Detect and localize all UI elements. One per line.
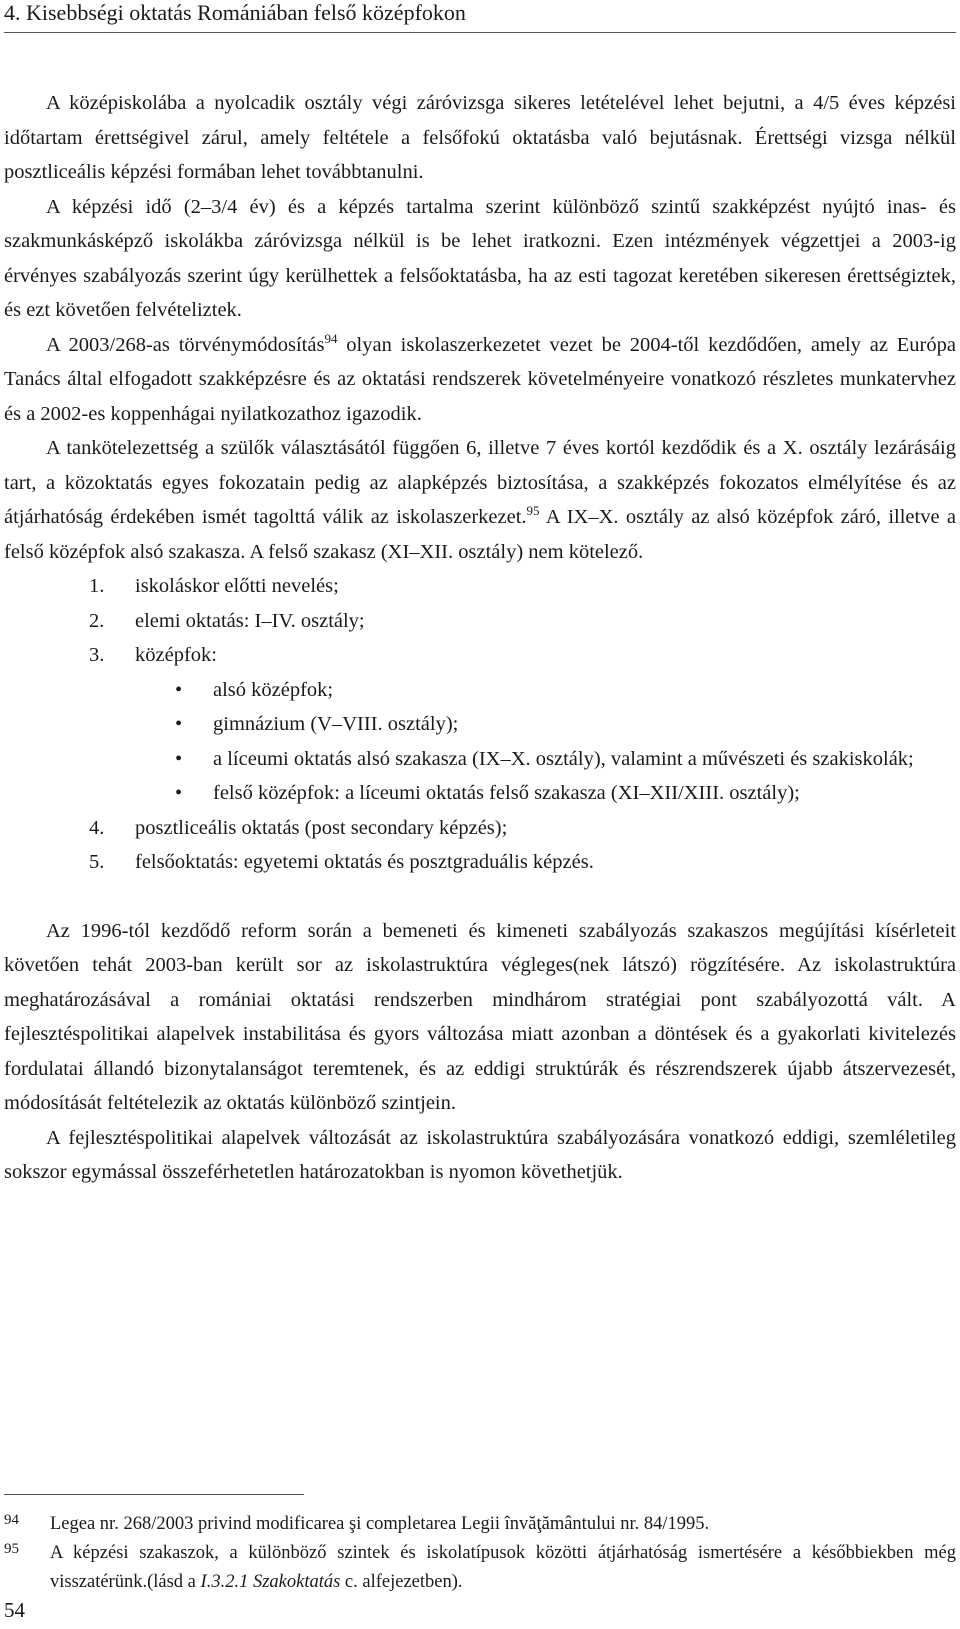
list-item: [89, 569, 956, 604]
secondary-sublist: [135, 673, 956, 811]
list-item-label: középfok:: [135, 644, 217, 666]
list-item: [89, 845, 956, 880]
list-number: 2.: [89, 609, 105, 632]
bullet-icon: •: [175, 747, 183, 770]
paragraph-2: A képzési idő (2–3/4 év) és a képzés tartalma szerint különböző szintű szakképzést nyújtó inas- és szakmunkásképző iskolákba záróvizsga nélkül is be lehet iratkozni. Ezen intézmények végzettjei a 2003-ig érvényes szabályozás szerint úgy kerülhettek a felsőoktatásba, ha az esti tagozat keretében sikeresen érettségiztek, és ezt követően felvételiztek.: [4, 195, 956, 321]
sublist-item: [175, 776, 956, 811]
page-number: 54: [4, 1598, 25, 1622]
paragraph-3-text-a: A 2003/268-as törvénymódosítás: [46, 333, 325, 356]
footnote-text-end: c. alfejezetben).: [340, 1572, 463, 1592]
list-number: 5.: [89, 851, 105, 873]
footnote-95: [4, 1539, 956, 1597]
footnotes: [4, 1510, 956, 1597]
sublist-item: [175, 707, 956, 742]
footnote-text: A képzési szakaszok, a különböző szintek és iskolatípusok közötti átjárhatóság ismertésére a későbbiekben még visszatérünk.(lásd a: [50, 1543, 956, 1592]
list-item: [89, 638, 956, 811]
bullet-icon: •: [175, 678, 183, 701]
list-number: 1.: [89, 575, 105, 597]
list-item: [89, 811, 956, 846]
list-item-label: felsőoktatás: egyetemi oktatás és posztgraduális képzés.: [135, 851, 594, 873]
footnote-number: 94: [4, 1512, 19, 1528]
paragraph-4-text-b: A IX–X. osztály az alsó középfok záró, illetve a felső középfok alsó szakasza. A felső szakasz (XI–XII. osztály) nem kötelező.: [4, 506, 956, 563]
list-item-label: elemi oktatás: I–IV. osztály;: [135, 609, 365, 632]
footnote-ref-94[interactable]: 94: [324, 330, 338, 346]
footnote-chapter-reference[interactable]: I.3.2.1 Szakoktatás: [200, 1572, 341, 1592]
paragraph-3: [4, 328, 956, 432]
list-item-label: posztliceális oktatás (post secondary képzés);: [135, 816, 508, 839]
school-levels-list: [4, 569, 956, 880]
sublist-item-label: felső középfok: a líceumi oktatás felső szakasza (XI–XII/XIII. osztály);: [213, 782, 800, 804]
footnote-text: Legea nr. 268/2003 privind modificarea şi completarea Legii învăţământului nr. 84/1995.: [50, 1514, 710, 1534]
paragraph-4: [4, 431, 956, 569]
sublist-item-label: gimnázium (V–VIII. osztály);: [213, 713, 459, 735]
sublist-item: [175, 673, 956, 708]
bullet-icon: •: [175, 782, 183, 804]
section-heading: 4. Kisebbségi oktatás Romániában felső középfokon: [4, 0, 466, 25]
bullet-icon: •: [175, 713, 183, 735]
list-number: 3.: [89, 644, 105, 666]
paragraph-4-text-a: A tankötelezettség a szülők választásától függően 6, illetve 7 éves kortól kezdődik és a X. osztály lezárásáig tart, a közoktatás egyes fokozatain pedig az alapképzés biztosítása, a szakképzés fokozatos elmélyítése és az átjárhatóság érdekében ismét tagolttá válik az iskolaszerkezet.: [4, 437, 956, 528]
footnote-ref-95[interactable]: 95: [526, 503, 540, 518]
list-item-label: iskoláskor előtti nevelés;: [135, 575, 339, 597]
list-item: [89, 604, 956, 639]
sublist-item: [175, 742, 956, 777]
sublist-item-label: alsó középfok;: [213, 678, 334, 701]
footnote-divider: [4, 1494, 304, 1495]
sublist-item-label: a líceumi oktatás alsó szakasza (IX–X. osztály), valamint a művészeti és szakiskolák;: [213, 747, 914, 770]
footnote-number: 95: [4, 1541, 19, 1557]
header-divider: [4, 32, 956, 33]
footnote-94: [4, 1510, 956, 1539]
paragraph-1: A középiskolába a nyolcadik osztály végi záróvizsga sikeres letételével lehet bejutni, a 4/5 éves képzési időtartam érettségivel zárul, amely feltétele a felsőfokú oktatásba való bejutásnak. Érettségi vizsga nélkül posztliceális képzési formában lehet továbbtanulni.: [4, 92, 956, 183]
paragraph-3-text-b: olyan iskolaszerkezetet vezet be 2004-től kezdődően, amely az Európa Tanács által elfogadott szakképzésre és az oktatási rendszerek követelményeire vonatkozó részletes munkatervhez és a 2002-es koppenhágai nyilatkozathoz igazodik.: [4, 333, 956, 425]
paragraph-6: A fejlesztéspolitikai alapelvek változását az iskolastruktúra szabályozására vonatkozó eddigi, szemléletileg sokszor egymással összeférhetetlen határozatokban is nyomon követhetjük.: [4, 1126, 956, 1183]
paragraph-5: Az 1996-tól kezdődő reform során a bemeneti és kimeneti szabályozás szakaszos megújítási kísérleteit követően tehát 2003-ban került sor az iskolastruktúra végleges(nek látszó) rögzítésére. Az iskolastruktúra meghatározásával a romániai oktatási rendszerben mindhárom stratégiai pont szabályozottá vált. A fejlesztéspolitikai alapelvek instabilitása és gyors változása miatt azonban a döntések és a gyakorlati kivitelezés fordulatai állandó bizonytalanságot teremtenek, és az eddigi struktúrák és részrendszerek újabb átszervezesét, módosítását feltételezik az oktatás különböző szintjein.: [4, 919, 956, 1114]
main-text: [4, 86, 956, 1190]
list-number: 4.: [89, 816, 105, 839]
